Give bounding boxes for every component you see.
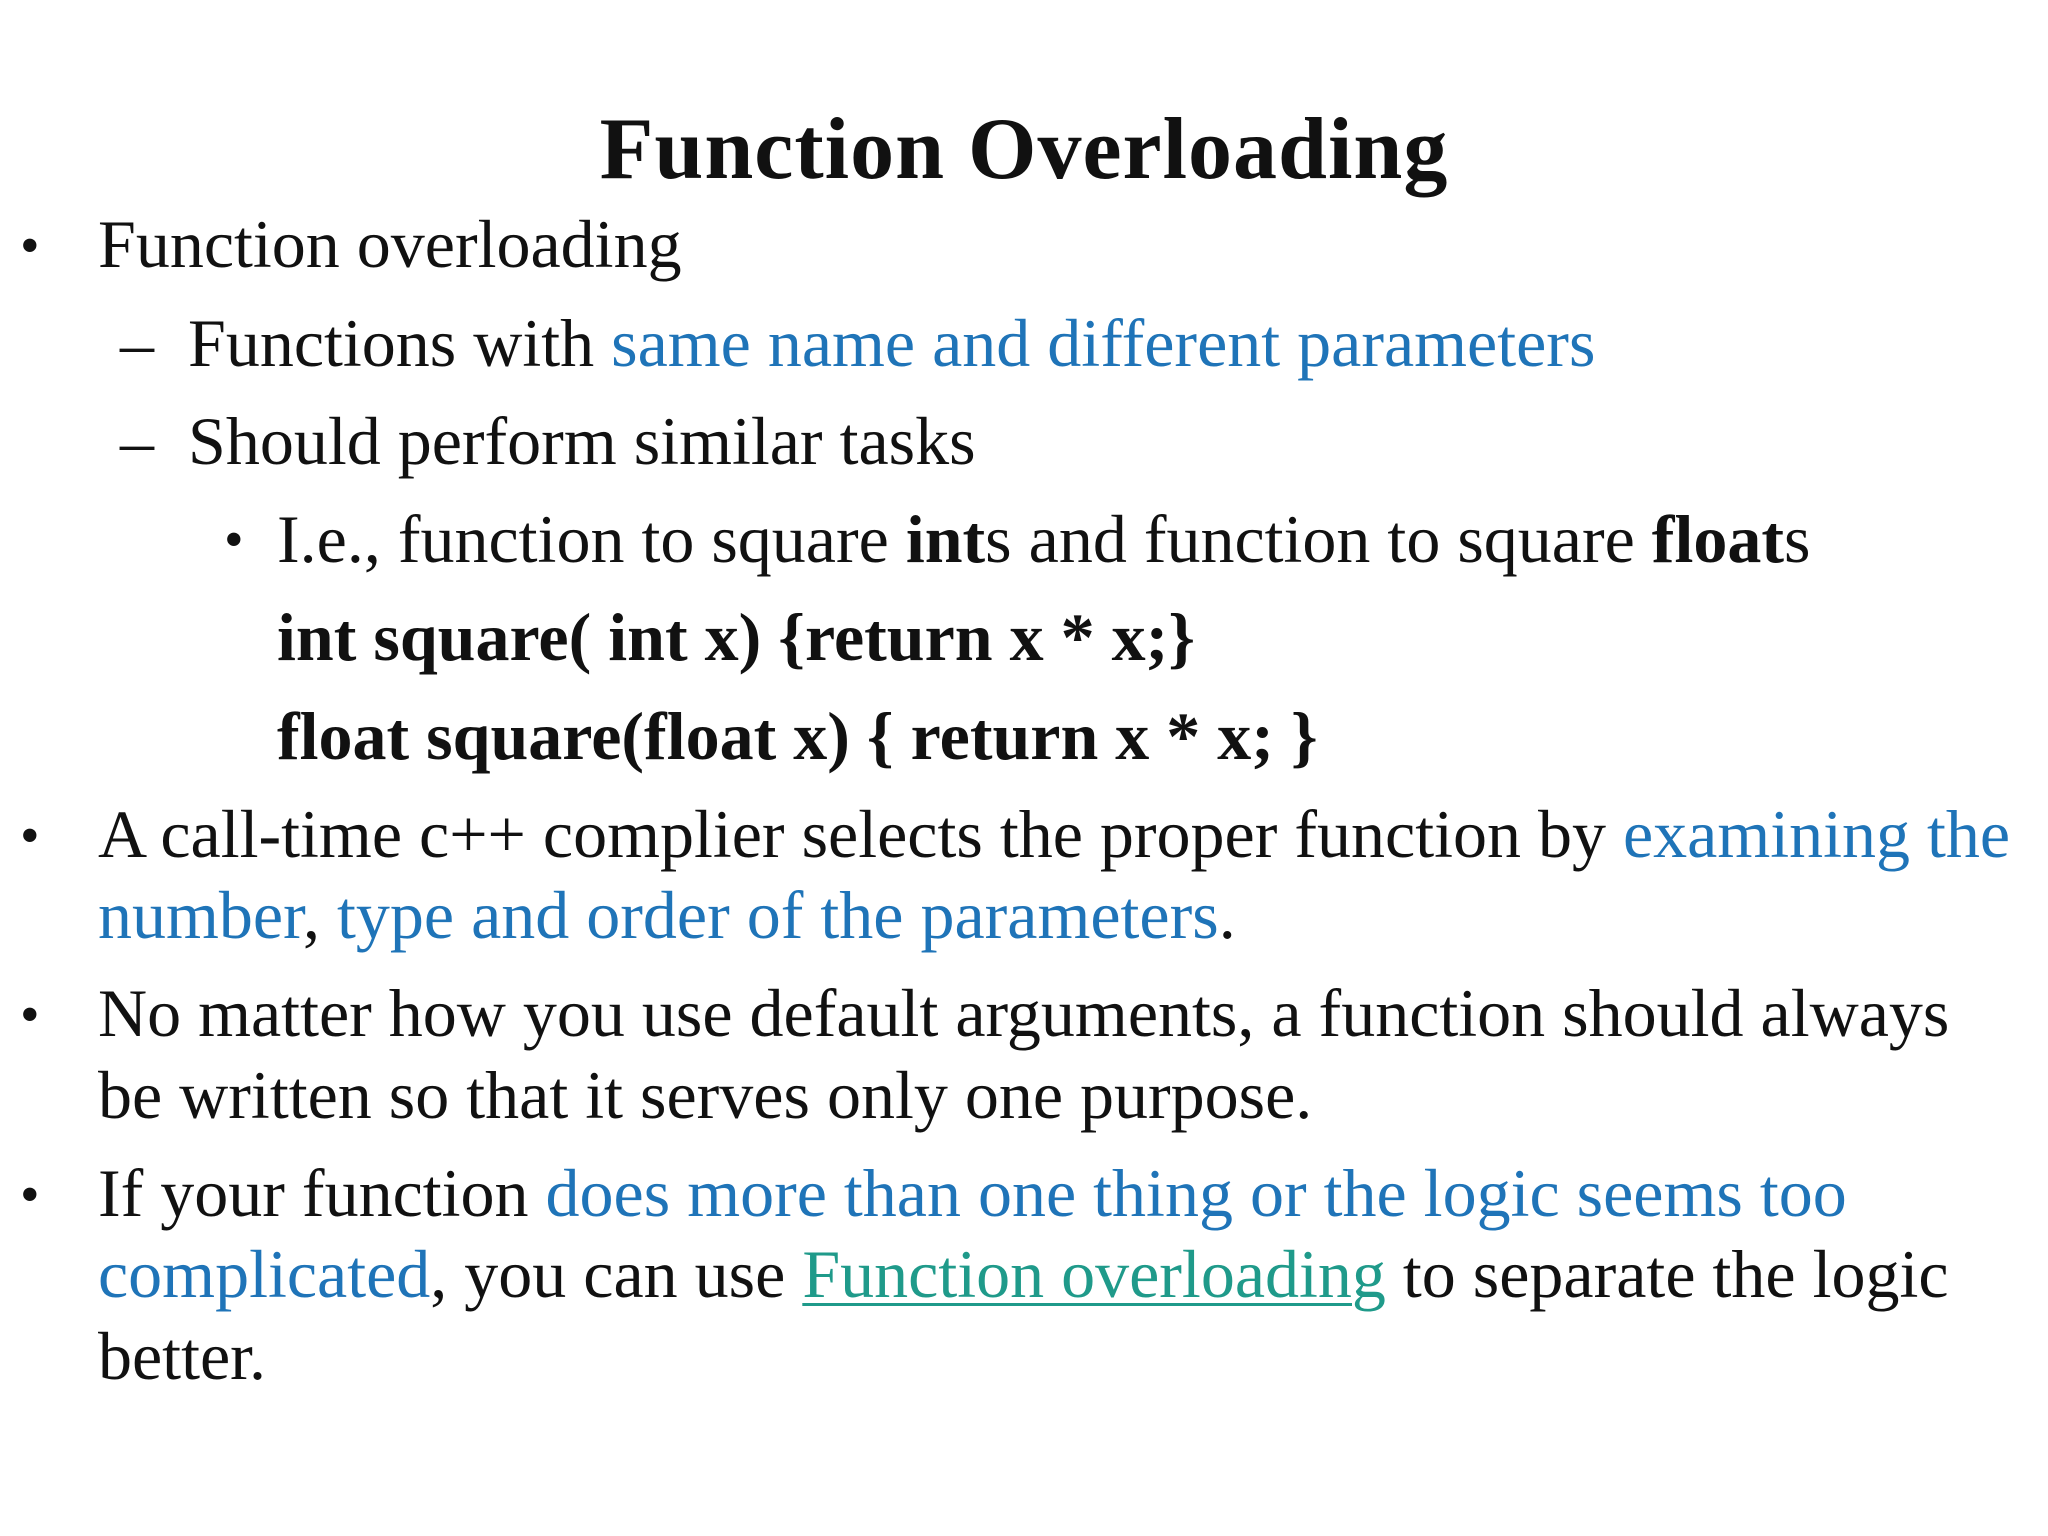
bullet-marker: • bbox=[20, 805, 40, 867]
bullet-3-line-2: be written so that it serves only one purpose. bbox=[98, 1057, 1313, 1133]
bullet-2-text-2: , bbox=[303, 877, 337, 953]
slide-title: Function Overloading bbox=[599, 101, 1449, 198]
sub-bullet-marker: • bbox=[224, 509, 244, 571]
bullet-4-line-1 bbox=[98, 1153, 1847, 1233]
sub-sub-text-2: s and function to square bbox=[985, 501, 1652, 577]
bullet-2-highlight-2: number bbox=[98, 877, 303, 953]
bullet-2-line-1 bbox=[98, 794, 2010, 874]
sub-sub-item bbox=[277, 499, 1810, 579]
bullet-4-highlight-2: complicated bbox=[98, 1236, 431, 1312]
bullet-3-line-1: No matter how you use default arguments, a function should always bbox=[98, 975, 1950, 1051]
bullet-1-text: Function overloading bbox=[98, 206, 682, 282]
code-line-float: float square(float x) { return x * x; } bbox=[277, 698, 1318, 774]
code-line-int: int square( int x) {return x * x;} bbox=[277, 599, 1196, 675]
sub-item-1 bbox=[188, 303, 1595, 383]
keyword-float: float bbox=[1651, 501, 1784, 577]
sub-item-1-highlight: same name and different parameters bbox=[611, 305, 1596, 381]
bullet-4-text-3: to separate the logic bbox=[1385, 1236, 1949, 1312]
bullet-2-text-3: . bbox=[1218, 877, 1236, 953]
bullet-2-text-1: A call-time c++ complier selects the proper function by bbox=[98, 796, 1623, 872]
function-overloading-link[interactable]: Function overloading bbox=[802, 1236, 1386, 1312]
bullet-4-line-2 bbox=[98, 1234, 1949, 1314]
bullet-4-highlight-1: does more than one thing or the logic seems too bbox=[545, 1155, 1847, 1231]
sub-sub-text-3: s bbox=[1783, 501, 1811, 577]
bullet-marker: • bbox=[20, 215, 40, 277]
keyword-int: int bbox=[905, 501, 986, 577]
bullet-2-highlight-1: examining the bbox=[1623, 796, 2011, 872]
bullet-marker: • bbox=[20, 1164, 40, 1226]
sub-item-2: Should perform similar tasks bbox=[188, 403, 976, 479]
bullet-2-highlight-3: type and order of the parameters bbox=[337, 877, 1219, 953]
dash-marker: – bbox=[120, 403, 154, 479]
bullet-2-line-2 bbox=[98, 875, 1236, 955]
dash-marker: – bbox=[120, 305, 154, 381]
bullet-4-text-2: , you can use bbox=[430, 1236, 803, 1312]
sub-item-1-text: Functions with bbox=[188, 305, 612, 381]
bullet-4-line-3: better. bbox=[98, 1318, 267, 1394]
bullet-4-text-1: If your function bbox=[98, 1155, 546, 1231]
bullet-marker: • bbox=[20, 984, 40, 1046]
sub-sub-text-1: I.e., function to square bbox=[277, 501, 906, 577]
